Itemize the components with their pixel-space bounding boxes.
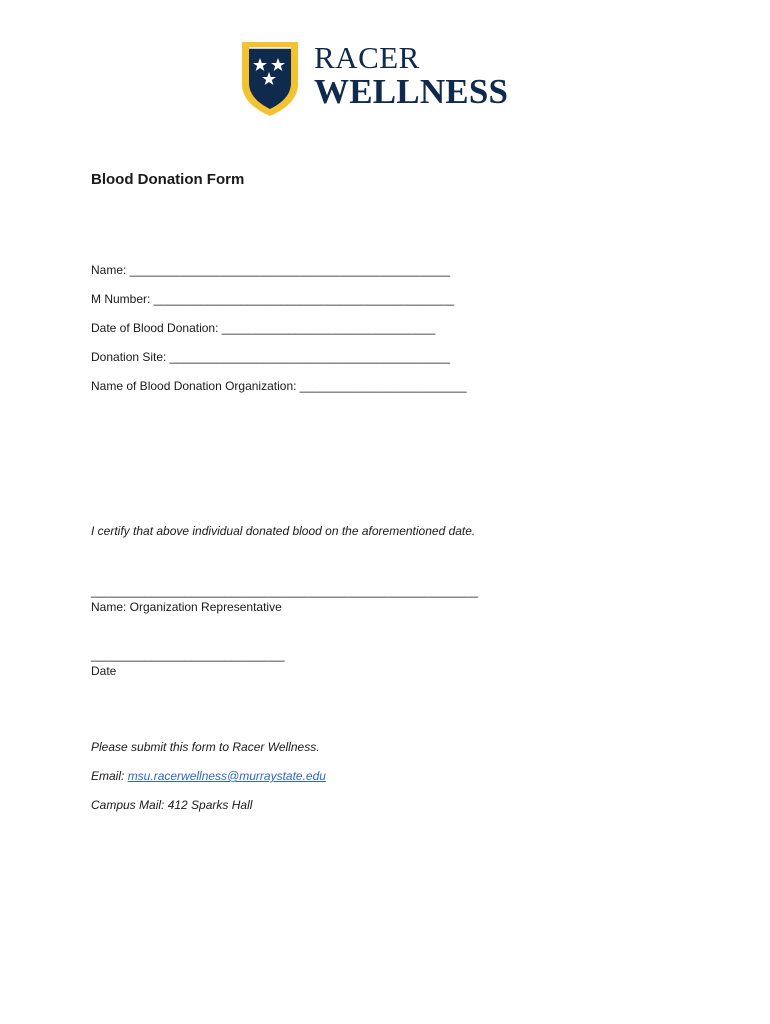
email-link[interactable]: msu.racerwellness@murraystate.edu xyxy=(127,769,326,783)
name-field[interactable]: Name: ________________________________________________ xyxy=(91,263,451,277)
signature-line[interactable]: __________________________________________________________ xyxy=(91,584,479,598)
shield-stars-icon xyxy=(240,40,300,118)
donation-site-field[interactable]: Donation Site: __________________________________________ xyxy=(91,350,451,364)
signature-label: Name: Organization Representative xyxy=(91,600,282,614)
submit-instruction: Please submit this form to Racer Wellness. xyxy=(91,740,320,754)
date-label: Date xyxy=(91,664,117,678)
certification-statement: I certify that above individual donated blood on the aforementioned date. xyxy=(91,524,476,538)
donation-date-field[interactable]: Date of Blood Donation: ________________________________ xyxy=(91,321,436,335)
logo-wellness-text: WELLNESS xyxy=(314,72,509,111)
racer-wellness-logo xyxy=(240,40,540,120)
m-number-field[interactable]: M Number: _____________________________________________ xyxy=(91,292,454,306)
submission-info xyxy=(91,739,326,826)
form-fields xyxy=(91,262,531,407)
email-label: Email: xyxy=(91,769,128,783)
form-title: Blood Donation Form xyxy=(91,171,245,188)
email-line xyxy=(91,768,326,797)
logo-racer-text: RACER xyxy=(314,40,420,75)
date-line[interactable]: _____________________________ xyxy=(91,648,285,662)
organization-name-field[interactable]: Name of Blood Donation Organization: _________________________ xyxy=(91,379,467,393)
campus-mail: Campus Mail: 412 Sparks Hall xyxy=(91,798,253,812)
